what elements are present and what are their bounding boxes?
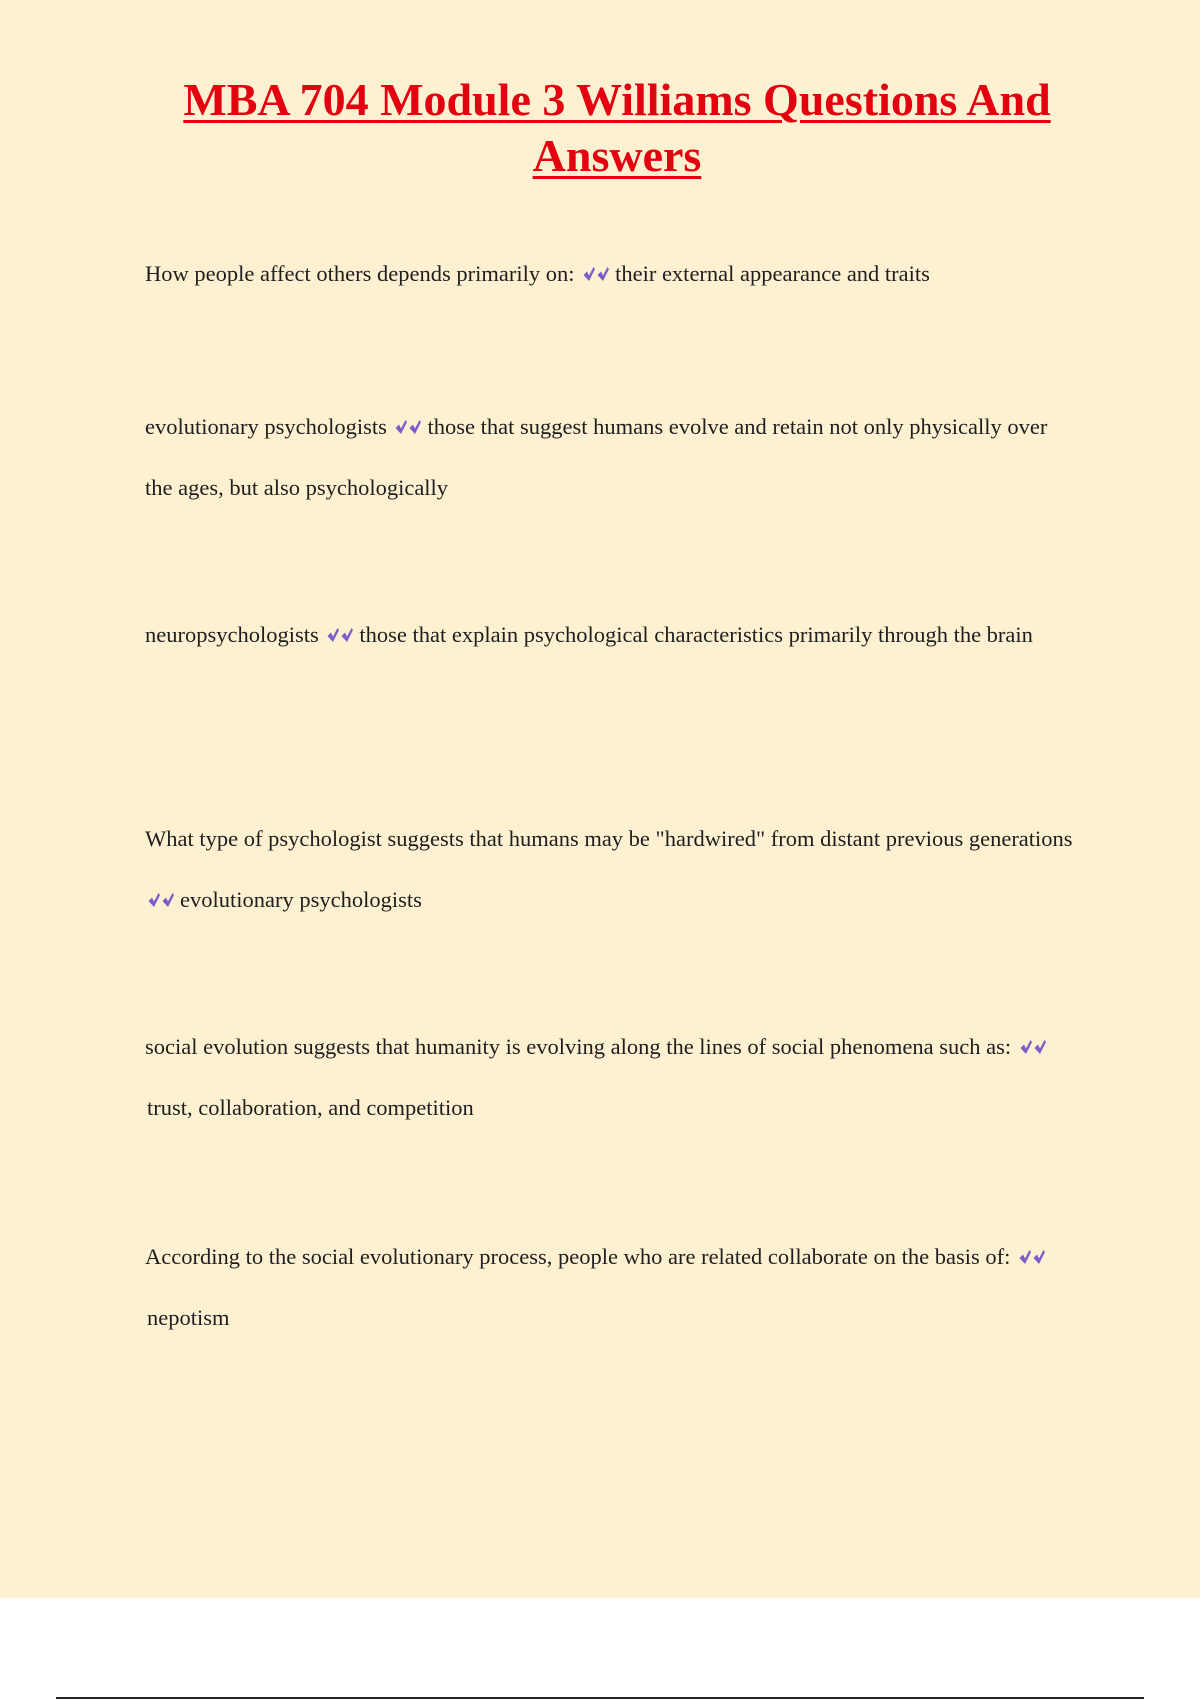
answer-text: trust, collaboration, and competition [147, 1095, 474, 1120]
question-text: What type of psychologist suggests that humans may be "hardwired" from distant previous generations [145, 826, 1073, 851]
answer-text: those that suggest humans evolve and retain not only physically over the ages, but also psychologically [145, 414, 1048, 500]
question-text: social evolution suggests that humanity is evolving along the lines of social phenomena such as: [145, 1034, 1012, 1059]
qa-item [145, 243, 1080, 304]
qa-item [145, 1226, 1080, 1348]
question-text: According to the social evolutionary process, people who are related collaborate on the basis of: [145, 1244, 1011, 1269]
qa-item [145, 396, 1080, 518]
answer-text: nepotism [147, 1305, 230, 1330]
double-checkmark-icon [1018, 1247, 1045, 1267]
qa-item [145, 604, 1080, 665]
double-checkmark-icon [394, 417, 421, 437]
question-text: How people affect others depends primarily on: [145, 261, 575, 286]
qa-item [145, 1016, 1080, 1138]
double-checkmark-icon [326, 625, 353, 645]
answer-text: their external appearance and traits [615, 261, 930, 286]
qa-item [145, 808, 1080, 930]
double-checkmark-icon [1019, 1037, 1046, 1057]
answer-text: evolutionary psychologists [180, 887, 422, 912]
footer-divider [56, 1697, 1144, 1699]
double-checkmark-icon [582, 264, 609, 284]
document-title: MBA 704 Module 3 Williams Questions And Answers [183, 74, 1051, 181]
double-checkmark-icon [147, 890, 174, 910]
question-text: evolutionary psychologists [145, 414, 387, 439]
question-text: neuropsychologists [145, 622, 319, 647]
answer-text: those that explain psychological characteristics primarily through the brain [359, 622, 1033, 647]
